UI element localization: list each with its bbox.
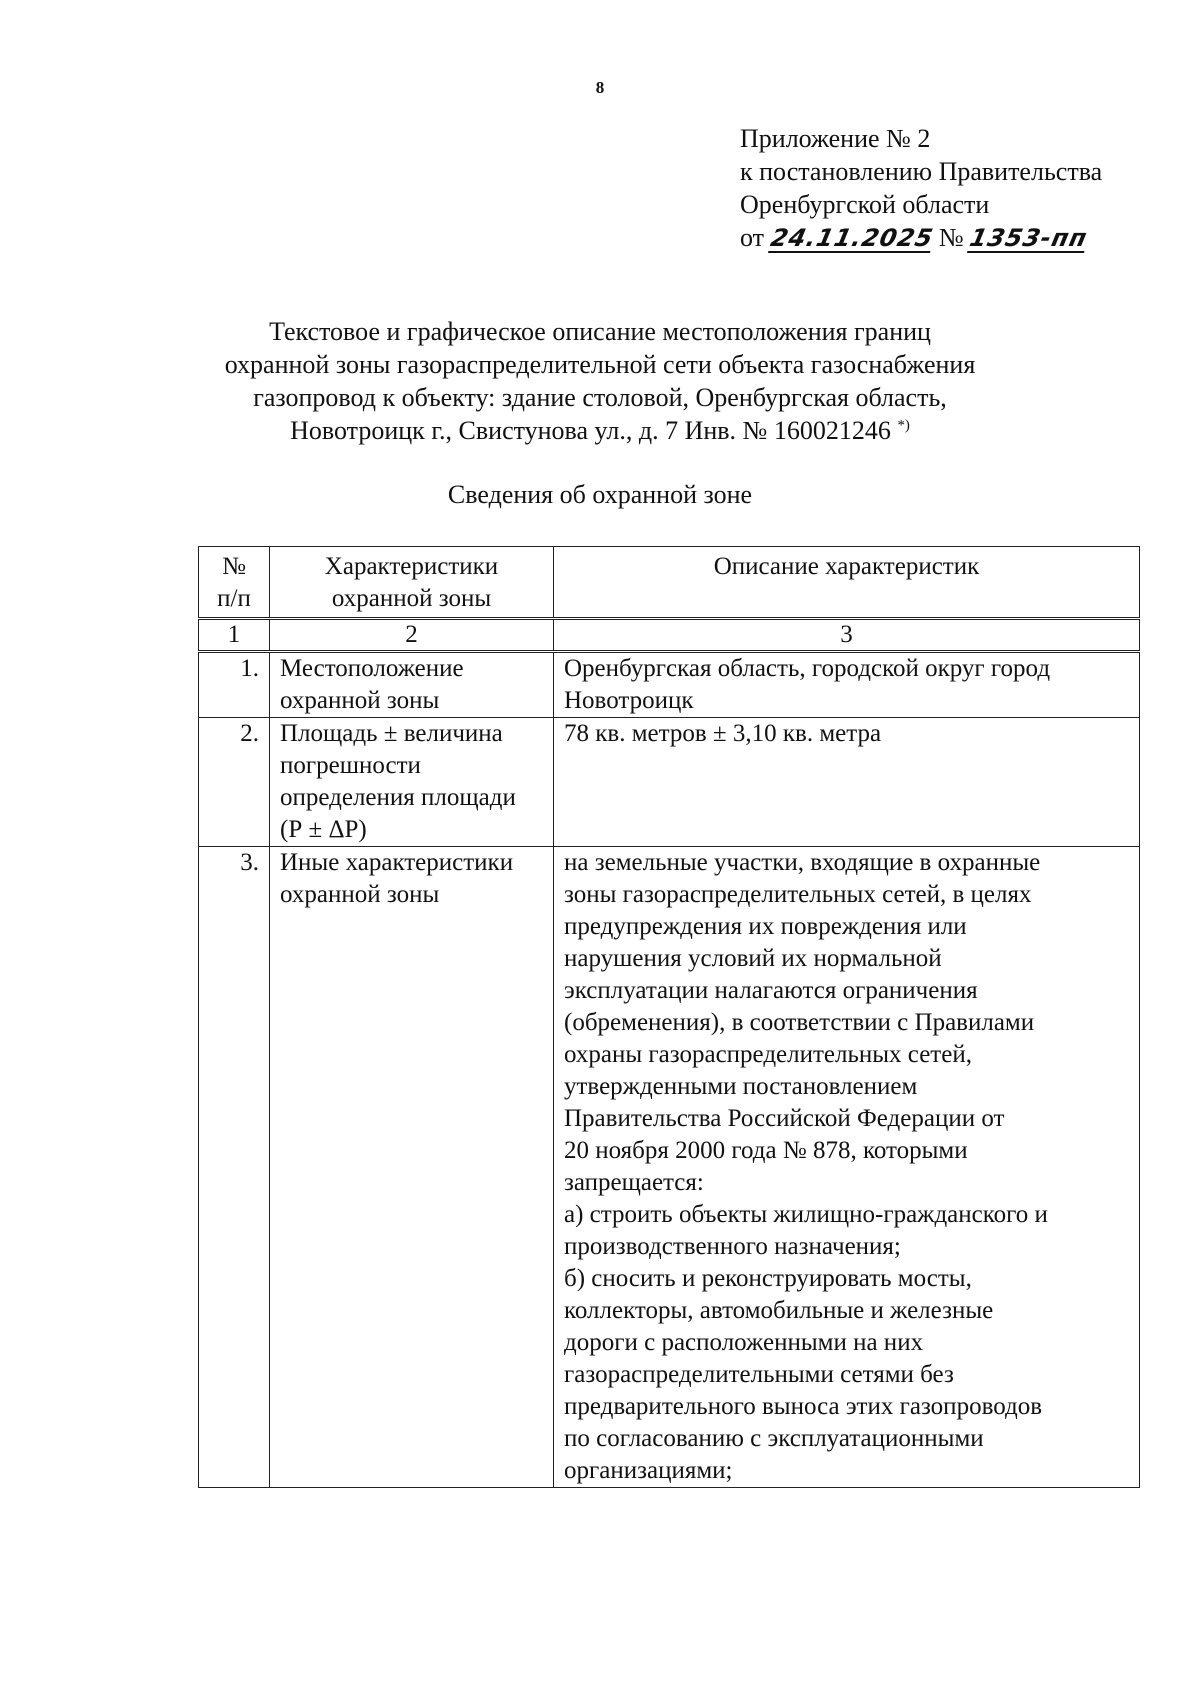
row-characteristic bbox=[270, 847, 554, 1488]
header-characteristics-line-1: Характеристики bbox=[324, 553, 499, 580]
appendix-line-3: Оренбургской области bbox=[740, 190, 990, 219]
row-number: 1. bbox=[199, 652, 270, 718]
header-description bbox=[554, 547, 1140, 619]
cell-line: (обременения), в соответствии с Правилами bbox=[564, 1009, 1035, 1036]
row-description bbox=[554, 847, 1140, 1488]
header-number-line-1: № bbox=[222, 553, 246, 580]
table-row bbox=[199, 652, 1140, 718]
cell-line: охраны газораспределительных сетей, bbox=[564, 1041, 972, 1068]
cell-line: предварительного выноса этих газопроводов bbox=[564, 1393, 1043, 1420]
cell-line: дороги с расположенными на них bbox=[564, 1329, 924, 1356]
cell-line: 78 кв. метров ± 3,10 кв. метра bbox=[564, 720, 882, 747]
appendix-date-line bbox=[740, 221, 1102, 254]
cell-line: Площадь ± величина bbox=[280, 720, 503, 747]
cell-line: производственного назначения; bbox=[564, 1233, 901, 1260]
table-row bbox=[199, 847, 1140, 1488]
handwritten-number: 1353-пп bbox=[967, 224, 1091, 252]
header-number-line-2: п/п bbox=[217, 585, 251, 612]
cell-line: охранной зоны bbox=[280, 687, 440, 714]
cell-line: эксплуатации налагаются ограничения bbox=[564, 977, 978, 1004]
row-number: 3. bbox=[199, 847, 270, 1488]
row-description bbox=[554, 652, 1140, 718]
title-line-4-text: Новотроицк г., Свистунова ул., д. 7 Инв. № 160021246 bbox=[290, 416, 891, 445]
row-characteristic bbox=[270, 718, 554, 847]
cell-line: (Р ± ΔР) bbox=[280, 816, 367, 843]
handwritten-date: 24.11.2025 bbox=[767, 224, 936, 252]
column-number-2: 2 bbox=[270, 619, 554, 652]
appendix-header bbox=[740, 122, 1102, 254]
protection-zone-table bbox=[198, 546, 1140, 1488]
document-title bbox=[0, 315, 1200, 447]
cell-line: погрешности bbox=[280, 752, 421, 779]
cell-line: организациями; bbox=[564, 1457, 733, 1484]
row-number: 2. bbox=[199, 718, 270, 847]
cell-line: газораспределительными сетями без bbox=[564, 1361, 954, 1388]
cell-line: 20 ноября 2000 года № 878, которыми bbox=[564, 1137, 968, 1164]
header-description-text: Описание характеристик bbox=[713, 553, 980, 580]
header-characteristics bbox=[270, 547, 554, 619]
page-number: 8 bbox=[595, 78, 605, 97]
cell-line: охранной зоны bbox=[280, 881, 440, 908]
cell-line: утвержденными постановлением bbox=[564, 1073, 918, 1100]
cell-line: Новотроицк bbox=[564, 687, 694, 714]
column-number-1: 1 bbox=[199, 619, 270, 652]
header-characteristics-line-2: охранной зоны bbox=[331, 585, 492, 612]
cell-line: зоны газораспределительных сетей, в целях bbox=[564, 881, 1032, 908]
cell-line: Оренбургская область, городской округ город bbox=[564, 655, 1051, 682]
cell-line: предупреждения их повреждения или bbox=[564, 913, 967, 940]
section-title: Сведения об охранной зоне bbox=[447, 480, 753, 509]
table-header-row bbox=[199, 547, 1140, 619]
header-number bbox=[199, 547, 270, 619]
cell-line: а) строить объекты жилищно-гражданского и bbox=[564, 1201, 1048, 1228]
cell-line: коллекторы, автомобильные и железные bbox=[564, 1297, 994, 1324]
cell-line: Правительства Российской Федерации от bbox=[564, 1105, 1005, 1132]
title-line-4 bbox=[0, 414, 1200, 447]
cell-line: б) сносить и реконструировать мосты, bbox=[564, 1265, 972, 1292]
table-row bbox=[199, 718, 1140, 847]
footnote-mark: *) bbox=[897, 417, 910, 434]
column-number-row bbox=[199, 619, 1140, 652]
cell-line: Иные характеристики bbox=[280, 849, 514, 876]
title-line-2: охранной зоны газораспределительной сети объекта газоснабжения bbox=[224, 350, 976, 379]
cell-line: на земельные участки, входящие в охранные bbox=[564, 849, 1041, 876]
appendix-line-2: к постановлению Правительства bbox=[740, 157, 1103, 186]
title-line-1: Текстовое и графическое описание местоположения границ bbox=[269, 317, 931, 346]
cell-line: по согласованию с эксплуатационными bbox=[564, 1425, 984, 1452]
date-prefix: от bbox=[740, 223, 765, 252]
cell-line: нарушения условий их нормальной bbox=[564, 945, 942, 972]
appendix-line-1: Приложение № 2 bbox=[740, 124, 931, 153]
number-prefix: № bbox=[938, 223, 964, 252]
cell-line: Местоположение bbox=[280, 655, 464, 682]
cell-line: определения площади bbox=[280, 784, 516, 811]
title-line-3: газопровод к объекту: здание столовой, Оренбургская область, bbox=[253, 383, 947, 412]
row-characteristic bbox=[270, 652, 554, 718]
row-description bbox=[554, 718, 1140, 847]
cell-line: запрещается: bbox=[564, 1169, 704, 1196]
column-number-3: 3 bbox=[554, 619, 1140, 652]
